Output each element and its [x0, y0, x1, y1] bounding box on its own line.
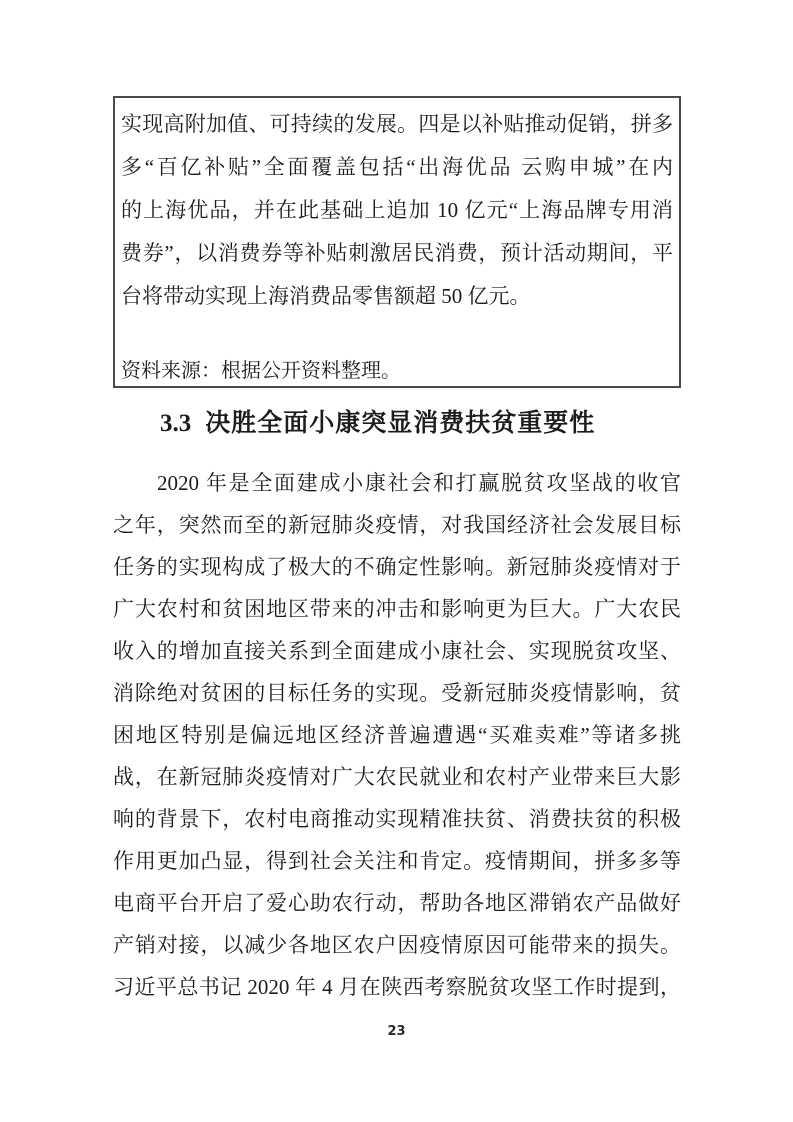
- source-note: 资料来源：根据公开资料整理。: [121, 360, 401, 382]
- body-line: 战，在新冠肺炎疫情对广大农民就业和农村产业带来巨大影: [113, 765, 681, 789]
- section-number: 3.3: [160, 410, 192, 437]
- body-line: 任务的实现构成了极大的不确定性影响。新冠肺炎疫情对于: [113, 555, 681, 579]
- box-paragraph-line: 的上海优品，并在此基础上追加 10 亿元“上海品牌专用消: [121, 198, 673, 222]
- body-line: 产销对接，以减少各地区农户因疫情原因可能带来的损失。: [113, 933, 681, 957]
- box-paragraph-line: 多“百亿补贴”全面覆盖包括“出海优品 云购申城”在内: [121, 155, 673, 179]
- body-paragraph: [113, 462, 681, 1008]
- body-line: 之年，突然而至的新冠肺炎疫情，对我国经济社会发展目标: [113, 513, 681, 537]
- section-title: 决胜全面小康突显消费扶贫重要性: [205, 410, 596, 437]
- box-paragraph-line: 实现高附加值、可持续的发展。四是以补贴推动促销，拼多: [121, 112, 673, 136]
- body-line: 电商平台开启了爱心助农行动，帮助各地区滞销农产品做好: [113, 891, 681, 915]
- box-paragraph-line: 台将带动实现上海消费品零售额超 50 亿元。: [121, 284, 531, 308]
- page-number: 23: [387, 1024, 406, 1039]
- body-line: 困地区特别是偏远地区经济普遍遭遇“买难卖难”等诸多挑: [113, 723, 681, 747]
- body-line: 消除绝对贫困的目标任务的实现。受新冠肺炎疫情影响，贫: [113, 681, 681, 705]
- box-paragraph-line: 费券”，以消费券等补贴刺激居民消费，预计活动期间，平: [121, 241, 673, 265]
- body-line: 响的背景下，农村电商推动实现精准扶贫、消费扶贫的积极: [113, 807, 681, 831]
- source-table-box: [113, 96, 681, 388]
- body-line: 2020 年是全面建成小康社会和打赢脱贫攻坚战的收官: [157, 471, 681, 495]
- body-line: 广大农村和贫困地区带来的冲击和影响更为巨大。广大农民: [113, 597, 681, 621]
- section-heading: [113, 407, 681, 441]
- body-line: 收入的增加直接关系到全面建成小康社会、实现脱贫攻坚、: [113, 639, 681, 663]
- body-line: 习近平总书记 2020 年 4 月在陕西考察脱贫攻坚工作时提到，: [113, 975, 681, 999]
- body-line: 作用更加凸显，得到社会关注和肯定。疫情期间，拼多多等: [113, 849, 681, 873]
